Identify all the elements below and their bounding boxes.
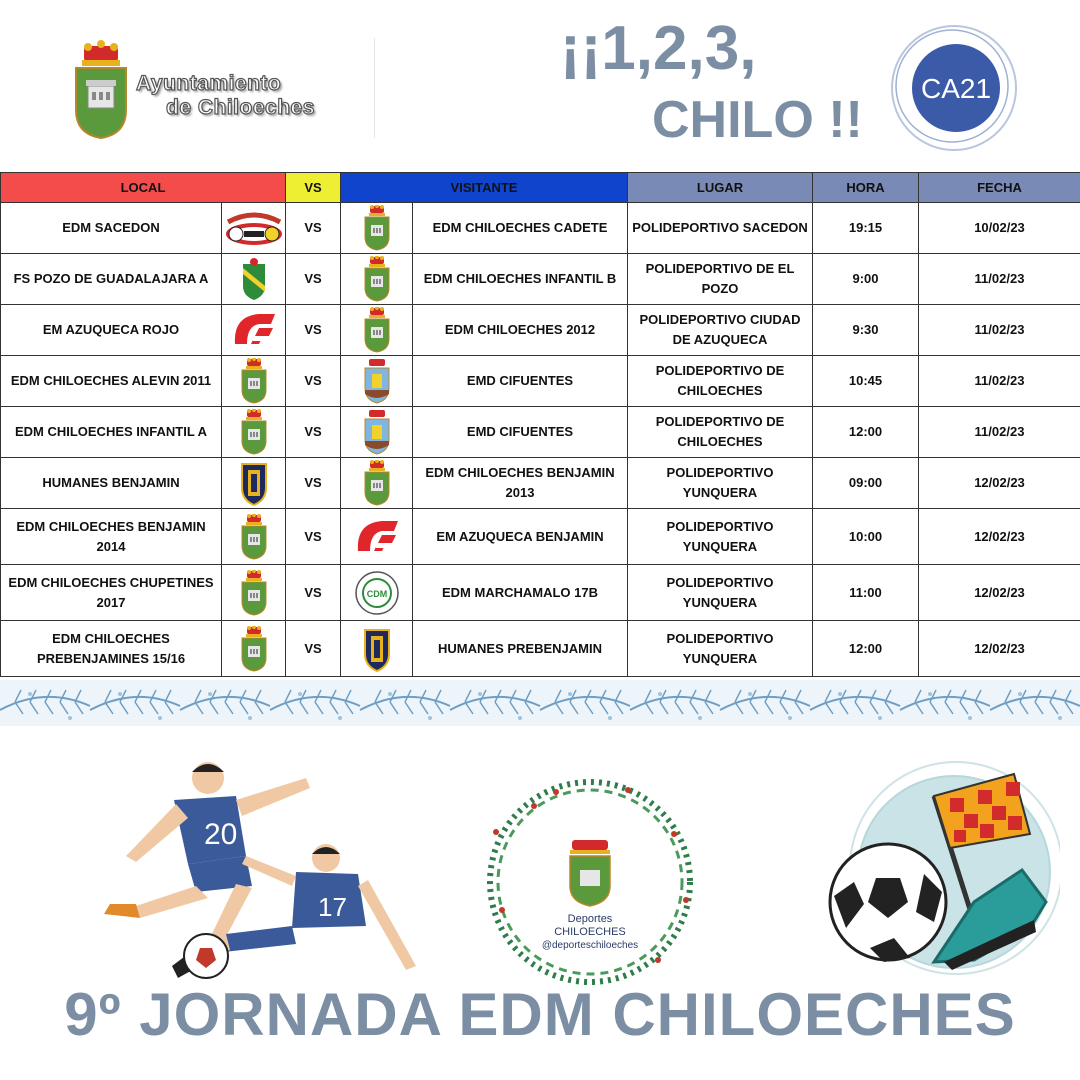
venue: POLIDEPORTIVO DE EL POZO bbox=[628, 254, 813, 305]
match-date: 12/02/23 bbox=[919, 509, 1080, 565]
table-row bbox=[1, 305, 1080, 356]
header-visitante: VISITANTE bbox=[341, 173, 628, 203]
local-team: EDM CHILOECHES PREBENJAMINES 15/16 bbox=[1, 621, 222, 677]
winter-branches-decoration bbox=[0, 680, 1080, 726]
slogan-line2: CHILO !! bbox=[652, 91, 863, 149]
table-row bbox=[1, 203, 1080, 254]
vs-label: VS bbox=[286, 509, 341, 565]
table-row bbox=[1, 254, 1080, 305]
match-date: 11/02/23 bbox=[919, 356, 1080, 407]
match-time: 11:00 bbox=[813, 565, 919, 621]
header-vs: VS bbox=[286, 173, 341, 203]
venue: POLIDEPORTIVO YUNQUERA bbox=[628, 621, 813, 677]
azuqueca-logo-icon bbox=[352, 517, 402, 557]
ayuntamiento-line2: de Chiloeches bbox=[166, 96, 315, 119]
match-time: 10:00 bbox=[813, 509, 919, 565]
visitor-team: EDM CHILOECHES BENJAMIN 2013 bbox=[413, 458, 628, 509]
local-team: EDM CHILOECHES INFANTIL A bbox=[1, 407, 222, 458]
venue: POLIDEPORTIVO YUNQUERA bbox=[628, 509, 813, 565]
local-team: EDM SACEDON bbox=[1, 203, 222, 254]
local-team-logo bbox=[222, 356, 286, 407]
local-team-logo bbox=[222, 407, 286, 458]
chiloeches-crest-icon bbox=[363, 460, 391, 506]
table-row bbox=[1, 356, 1080, 407]
chiloeches-crest-icon bbox=[240, 570, 268, 616]
local-team: EDM CHILOECHES CHUPETINES 2017 bbox=[1, 565, 222, 621]
visitor-team: HUMANES PREBENJAMIN bbox=[413, 621, 628, 677]
match-date: 11/02/23 bbox=[919, 254, 1080, 305]
venue: POLIDEPORTIVO YUNQUERA bbox=[628, 458, 813, 509]
match-date: 11/02/23 bbox=[919, 305, 1080, 356]
cifuentes-crest-icon bbox=[363, 358, 391, 404]
chiloeches-crest-icon bbox=[363, 307, 391, 353]
deportes-line1: Deportes bbox=[567, 913, 613, 925]
chiloeches-crest-icon bbox=[363, 205, 391, 251]
visitor-team: EMD CIFUENTES bbox=[413, 356, 628, 407]
ca21-logo bbox=[888, 22, 1020, 154]
chiloeches-coat-of-arms-icon bbox=[72, 40, 130, 140]
visitor-team: EM AZUQUECA BENJAMIN bbox=[413, 509, 628, 565]
local-team-logo bbox=[222, 509, 286, 565]
match-time: 09:00 bbox=[813, 458, 919, 509]
svg-text:CDM: CDM bbox=[366, 588, 387, 599]
match-time: 12:00 bbox=[813, 621, 919, 677]
match-time: 10:45 bbox=[813, 356, 919, 407]
ayuntamiento-line1: Ayuntamiento bbox=[136, 72, 282, 95]
deportes-handle: @deporteschiloeches bbox=[541, 940, 639, 951]
vs-label: VS bbox=[286, 407, 341, 458]
ball-flag-boot-illustration bbox=[824, 752, 1060, 988]
marchamalo-crest-icon bbox=[354, 570, 400, 616]
local-team: FS POZO DE GUADALAJARA A bbox=[1, 254, 222, 305]
local-team-logo bbox=[222, 254, 286, 305]
table-row bbox=[1, 621, 1080, 677]
chiloeches-crest-icon bbox=[363, 256, 391, 302]
venue: POLIDEPORTIVO CIUDAD DE AZUQUECA bbox=[628, 305, 813, 356]
table-row bbox=[1, 565, 1080, 621]
venue: POLIDEPORTIVO SACEDON bbox=[628, 203, 813, 254]
local-team: EDM CHILOECHES ALEVIN 2011 bbox=[1, 356, 222, 407]
visitor-team-logo bbox=[341, 509, 413, 565]
chiloeches-crest-icon bbox=[240, 626, 268, 672]
chiloeches-crest-icon bbox=[240, 409, 268, 455]
vs-label: VS bbox=[286, 203, 341, 254]
match-time: 9:30 bbox=[813, 305, 919, 356]
match-time: 9:00 bbox=[813, 254, 919, 305]
header-lugar: LUGAR bbox=[628, 173, 813, 203]
table-row bbox=[1, 509, 1080, 565]
venue: POLIDEPORTIVO YUNQUERA bbox=[628, 565, 813, 621]
visitor-team-logo bbox=[341, 458, 413, 509]
visitor-team-logo bbox=[341, 203, 413, 254]
match-schedule-table bbox=[0, 172, 1080, 677]
match-date: 12/02/23 bbox=[919, 458, 1080, 509]
humanes-crest-icon bbox=[361, 626, 393, 672]
match-date: 12/02/23 bbox=[919, 565, 1080, 621]
vs-label: VS bbox=[286, 621, 341, 677]
table-header-row bbox=[1, 173, 1080, 203]
match-date: 11/02/23 bbox=[919, 407, 1080, 458]
venue: POLIDEPORTIVO DE CHILOECHES bbox=[628, 407, 813, 458]
pozo-crest-icon bbox=[239, 256, 269, 302]
visitor-team-logo bbox=[341, 356, 413, 407]
page-title: 9º JORNADA EDM CHILOECHES bbox=[64, 981, 1016, 1048]
local-team-logo bbox=[222, 203, 286, 254]
header-divider bbox=[374, 38, 375, 138]
visitor-team: EMD CIFUENTES bbox=[413, 407, 628, 458]
soccer-players-illustration bbox=[96, 756, 426, 988]
table-row bbox=[1, 407, 1080, 458]
slogan-line1: ¡¡1,2,3, bbox=[560, 14, 757, 83]
visitor-team: EDM CHILOECHES CADETE bbox=[413, 203, 628, 254]
local-team: EM AZUQUECA ROJO bbox=[1, 305, 222, 356]
vs-label: VS bbox=[286, 254, 341, 305]
vs-label: VS bbox=[286, 305, 341, 356]
local-team: HUMANES BENJAMIN bbox=[1, 458, 222, 509]
match-date: 12/02/23 bbox=[919, 621, 1080, 677]
visitor-team-logo bbox=[341, 254, 413, 305]
ca21-logo-text: CA21 bbox=[920, 73, 992, 104]
local-team: EDM CHILOECHES BENJAMIN 2014 bbox=[1, 509, 222, 565]
visitor-team: EDM CHILOECHES 2012 bbox=[413, 305, 628, 356]
match-date: 10/02/23 bbox=[919, 203, 1080, 254]
cifuentes-crest-icon bbox=[363, 409, 391, 455]
local-team-logo bbox=[222, 565, 286, 621]
visitor-team-logo bbox=[341, 565, 413, 621]
svg-text:17: 17 bbox=[318, 892, 347, 922]
deportes-line2: CHILOECHES bbox=[554, 926, 626, 938]
local-team-logo bbox=[222, 305, 286, 356]
visitor-team-logo bbox=[341, 407, 413, 458]
visitor-team-logo bbox=[341, 621, 413, 677]
svg-text:20: 20 bbox=[204, 818, 238, 851]
table-row bbox=[1, 458, 1080, 509]
chiloeches-crest-icon bbox=[240, 514, 268, 560]
local-team-logo bbox=[222, 621, 286, 677]
header-hora: HORA bbox=[813, 173, 919, 203]
match-time: 12:00 bbox=[813, 407, 919, 458]
visitor-team: EDM CHILOECHES INFANTIL B bbox=[413, 254, 628, 305]
chiloeches-crest-icon bbox=[240, 358, 268, 404]
visitor-team-logo bbox=[341, 305, 413, 356]
match-time: 19:15 bbox=[813, 203, 919, 254]
visitor-team: EDM MARCHAMALO 17B bbox=[413, 565, 628, 621]
deportes-chiloeches-logo bbox=[478, 770, 702, 994]
humanes-crest-icon bbox=[238, 460, 270, 506]
header-local: LOCAL bbox=[1, 173, 286, 203]
venue: POLIDEPORTIVO DE CHILOECHES bbox=[628, 356, 813, 407]
vs-label: VS bbox=[286, 458, 341, 509]
local-team-logo bbox=[222, 458, 286, 509]
header-fecha: FECHA bbox=[919, 173, 1080, 203]
vs-label: VS bbox=[286, 565, 341, 621]
ayuntamiento-wordmark bbox=[136, 72, 366, 120]
vs-label: VS bbox=[286, 356, 341, 407]
azuqueca-logo-icon bbox=[229, 310, 279, 350]
sacedon-crest-icon bbox=[224, 208, 284, 248]
